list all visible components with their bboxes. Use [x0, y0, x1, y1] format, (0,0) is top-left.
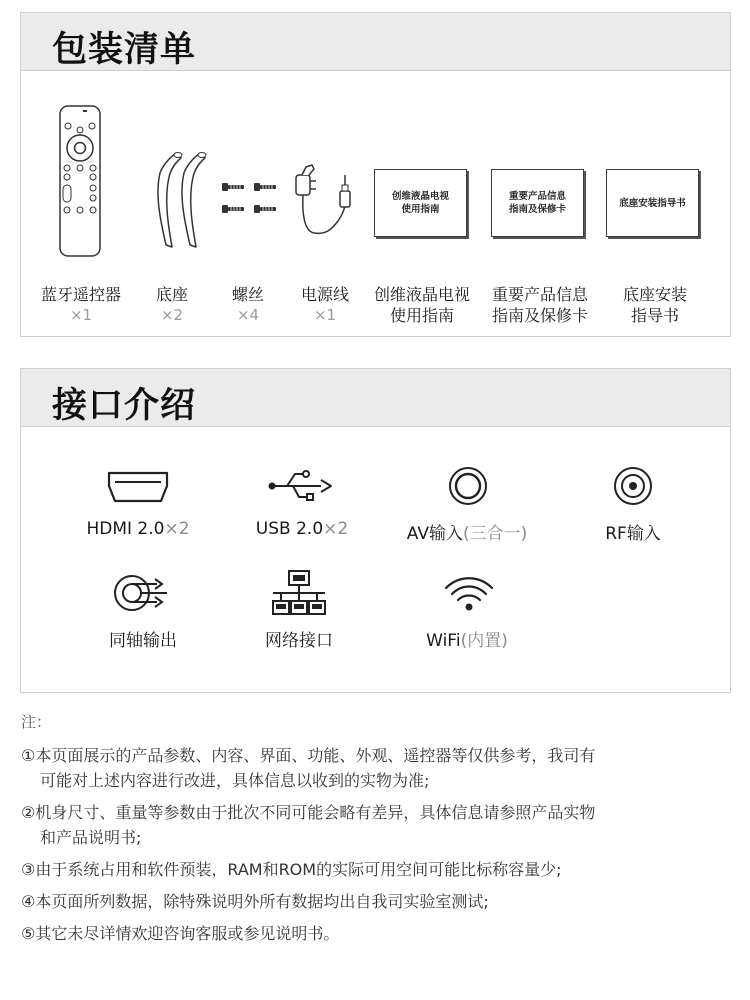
booklet-text-line2: 使用指南: [401, 204, 440, 215]
packing-list-header: [21, 13, 730, 71]
booklet-text-line1: 底座安装指导书: [619, 197, 686, 209]
item-qty: ×1: [69, 306, 93, 324]
port-label: [543, 519, 723, 544]
screws-icon: [219, 179, 283, 219]
item-label: 底座: [155, 285, 188, 304]
port-label: [48, 519, 228, 539]
port-label: [209, 626, 389, 651]
port-label: [377, 519, 557, 544]
rf-icon: [612, 465, 654, 507]
port-name: RF输入: [605, 524, 661, 544]
notes-title: 注：: [21, 713, 52, 731]
hdmi-icon: [106, 470, 170, 504]
note-line: ⑤其它未尽详情欢迎咨询客服或参见说明书。: [21, 924, 340, 943]
item-qty: ×4: [236, 306, 260, 324]
remote-control-icon: [57, 104, 103, 259]
packing-list-title: 包装清单: [52, 30, 197, 70]
port-extra: (内置): [460, 631, 508, 651]
item-qty: ×1: [313, 306, 337, 324]
port-name: USB 2.0: [255, 519, 324, 539]
port-label: [53, 626, 233, 651]
port-name: WiFi: [426, 631, 461, 651]
warranty-booklet: [491, 169, 584, 237]
item-label-line1: 重要产品信息: [491, 285, 588, 304]
network-icon: [271, 569, 327, 617]
booklet-text-line2: 指南及保修卡: [508, 204, 566, 215]
stand-guide-booklet: [606, 169, 699, 237]
item-label-line1: 创维液晶电视: [373, 285, 470, 304]
item-label-line1: 底座安装: [622, 285, 687, 304]
item-qty: ×2: [160, 306, 184, 324]
item-label: 蓝牙遥控器: [40, 285, 121, 304]
port-name: 同轴输出: [109, 631, 177, 651]
ports-section: [20, 368, 731, 693]
item-label-line2: 使用指南: [389, 306, 454, 325]
av-icon: [447, 465, 489, 507]
usb-icon: [265, 468, 335, 504]
port-extra: (三合一): [462, 524, 528, 544]
notes-section: [21, 711, 736, 946]
note-line: 可能对上述内容进行改进，具体信息以收到的实物为准;: [40, 771, 430, 790]
port-name: 网络接口: [265, 631, 333, 651]
wifi-icon: [443, 572, 495, 614]
packing-list-section: [20, 12, 731, 337]
stand-feet-icon: [148, 149, 210, 254]
user-guide-booklet: [374, 169, 467, 237]
item-label: 电源线: [300, 285, 349, 304]
port-name: HDMI 2.0: [86, 519, 165, 539]
note-line: ②机身尺寸、重量等参数由于批次不同可能会略有差异，具体信息请参照产品实物: [21, 803, 596, 822]
note-line: 和产品说明书;: [40, 828, 142, 847]
coaxial-icon: [113, 571, 171, 615]
item-label-line2: 指导书: [630, 306, 679, 325]
power-cord-icon: [292, 163, 354, 243]
port-label: [377, 626, 557, 651]
port-name: AV输入: [406, 524, 463, 544]
port-extra: ×2: [323, 519, 349, 539]
note-line: ③由于系统占用和软件预装，RAM和ROM的实际可用空间可能比标称容量少;: [21, 860, 562, 879]
booklet-text-line1: 重要产品信息: [508, 191, 566, 202]
item-label-line2: 指南及保修卡: [491, 306, 588, 325]
booklet-text-line1: 创维液晶电视: [391, 191, 449, 202]
ports-title: 接口介绍: [52, 386, 197, 426]
item-label: 螺丝: [231, 285, 264, 304]
port-extra: ×2: [164, 519, 190, 539]
note-line: ④本页面所列数据，除特殊说明外所有数据均出自我司实验室测试;: [21, 892, 489, 911]
port-label: [212, 519, 392, 539]
note-line: ①本页面展示的产品参数、内容、界面、功能、外观、遥控器等仅供参考，我司有: [21, 746, 596, 765]
ports-header: [21, 369, 730, 427]
